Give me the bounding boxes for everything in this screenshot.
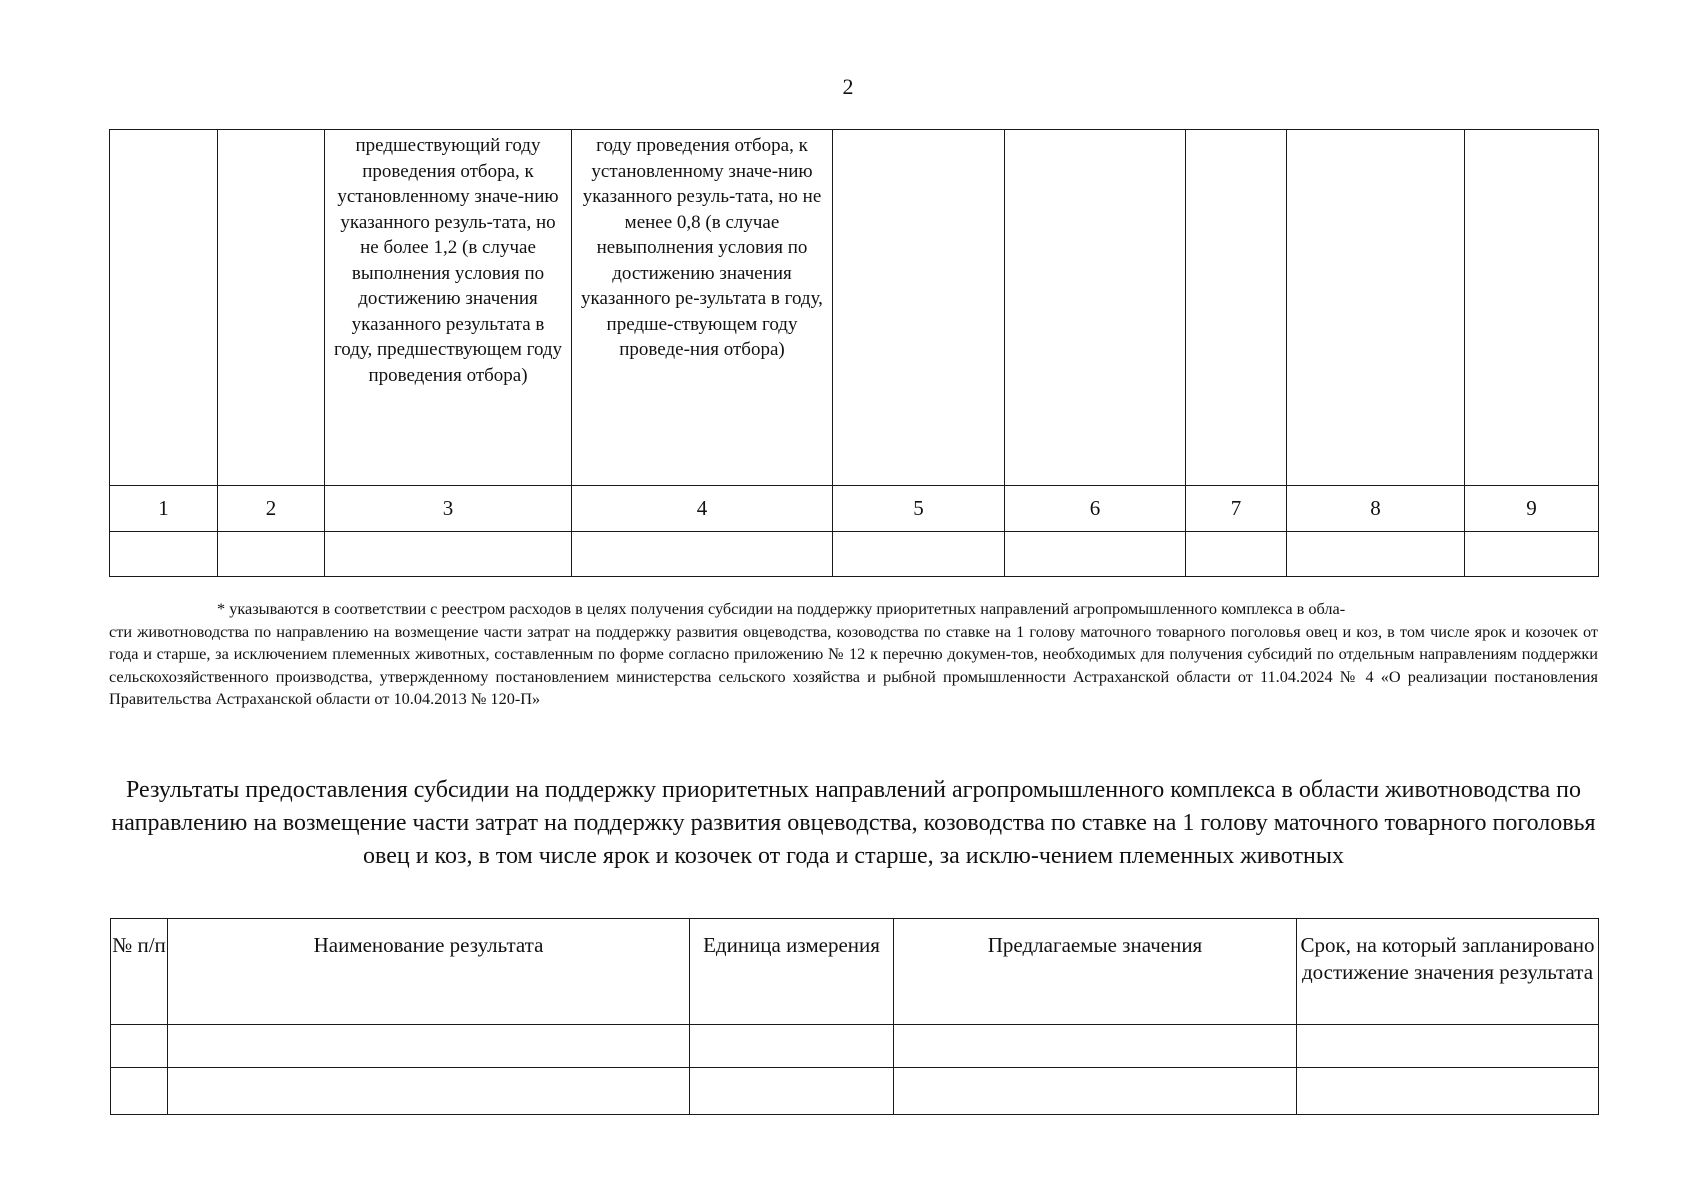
table-cell: [1287, 532, 1465, 577]
table-cell: [218, 532, 325, 577]
column-number: 7: [1186, 486, 1287, 532]
table-cell: [572, 130, 833, 486]
column-number: 1: [110, 486, 218, 532]
table-cell: [690, 1068, 894, 1115]
table-cell: [168, 1025, 690, 1068]
table-cell: [168, 1068, 690, 1115]
table-cell: [110, 532, 218, 577]
footnote-first-line: * указываются в соответствии с реестром расходов в целях получения субсидии на поддержку приоритетных направлений агропромышленного комплекса в обла-: [217, 599, 1346, 618]
table-cell: [833, 532, 1005, 577]
table-cell: [572, 532, 833, 577]
column-number: 4: [572, 486, 833, 532]
table-row: [110, 532, 1599, 577]
results-table: [110, 918, 1599, 1115]
table-cell: [690, 1025, 894, 1068]
table-row: [111, 1068, 1599, 1115]
table-cell: [1465, 130, 1599, 486]
header-number: № п/п: [111, 919, 168, 1025]
header-proposed-values: Предлагаемые значения: [894, 919, 1297, 1025]
table-cell: [111, 1068, 168, 1115]
table-cell: [218, 130, 325, 486]
table-cell: [1005, 130, 1186, 486]
table-row: [111, 1025, 1599, 1068]
results-table-continuation: [109, 129, 1599, 577]
page-number: 2: [842, 74, 854, 99]
table-cell: [894, 1068, 1297, 1115]
column-4-text: году проведения отбора, к установленному значе-нию указанного резуль-тата, но не менее 0,8 (в случае невыполнения условия по достижению значения указанного ре-зультата в году, предше-ствующем году проведе-ния отбора): [581, 135, 823, 360]
table-cell: [894, 1025, 1297, 1068]
column-number: 2: [218, 486, 325, 532]
header-deadline: Срок, на который запланировано достижение значения результата: [1297, 919, 1599, 1025]
column-number: 6: [1005, 486, 1186, 532]
table-cell: [1186, 130, 1287, 486]
table-cell: [833, 130, 1005, 486]
column-number: 3: [325, 486, 572, 532]
table-cell: [325, 532, 572, 577]
footnote-text: сти животноводства по направлению на возмещение части затрат на поддержку развития овцеводства, козоводства по ставке на 1 голову маточного товарного поголовья овец и коз, в том числе ярок и козочек от года и старше, за исключением племенных животных, составленным по форме согласно приложению № 12 к перечню докумен-тов, необходимых для получения субсидий по отдельным направлениям поддержки сельскохозяйственного производства, утвержденному постановлением министерства сельского хозяйства и рыбной промышленности Астраханской области от 11.04.2024 № 4 «О реализации постановления Правительства Астраханской области от 10.04.2013 № 120-П»: [109, 621, 1598, 709]
table-cell: [1297, 1025, 1599, 1068]
column-3-text: предшествующий году проведения отбора, к установленному значе-нию указанного резуль-тата, но не более 1,2 (в случае выполнения условия по достижению значения указанного результата в году, предшествующем году проведения отбора): [333, 135, 563, 386]
table-cell: [110, 130, 218, 486]
section-title: Результаты предоставления субсидии на поддержку приоритетных направлений агропромышленного комплекса в области животноводства по направлению на возмещение части затрат на поддержку развития овцеводства, козоводства по ставке на 1 голову маточного товарного поголовья овец и коз, в том числе ярок и козочек от года и старше, за исклю-чением племенных животных: [111, 777, 1596, 869]
table-cell: [1186, 532, 1287, 577]
header-unit: Единица измерения: [690, 919, 894, 1025]
table-cell: [1465, 532, 1599, 577]
column-number: 9: [1465, 486, 1599, 532]
table-cell: [325, 130, 572, 486]
footnote: [109, 598, 1598, 711]
column-number: 8: [1287, 486, 1465, 532]
column-number-row: [110, 486, 1599, 532]
table-cell: [1287, 130, 1465, 486]
table-header-row: [111, 919, 1599, 1025]
table-row: [110, 130, 1599, 486]
table-cell: [1297, 1068, 1599, 1115]
column-number: 5: [833, 486, 1005, 532]
table-cell: [1005, 532, 1186, 577]
table-cell: [111, 1025, 168, 1068]
header-result-name: Наименование результата: [168, 919, 690, 1025]
